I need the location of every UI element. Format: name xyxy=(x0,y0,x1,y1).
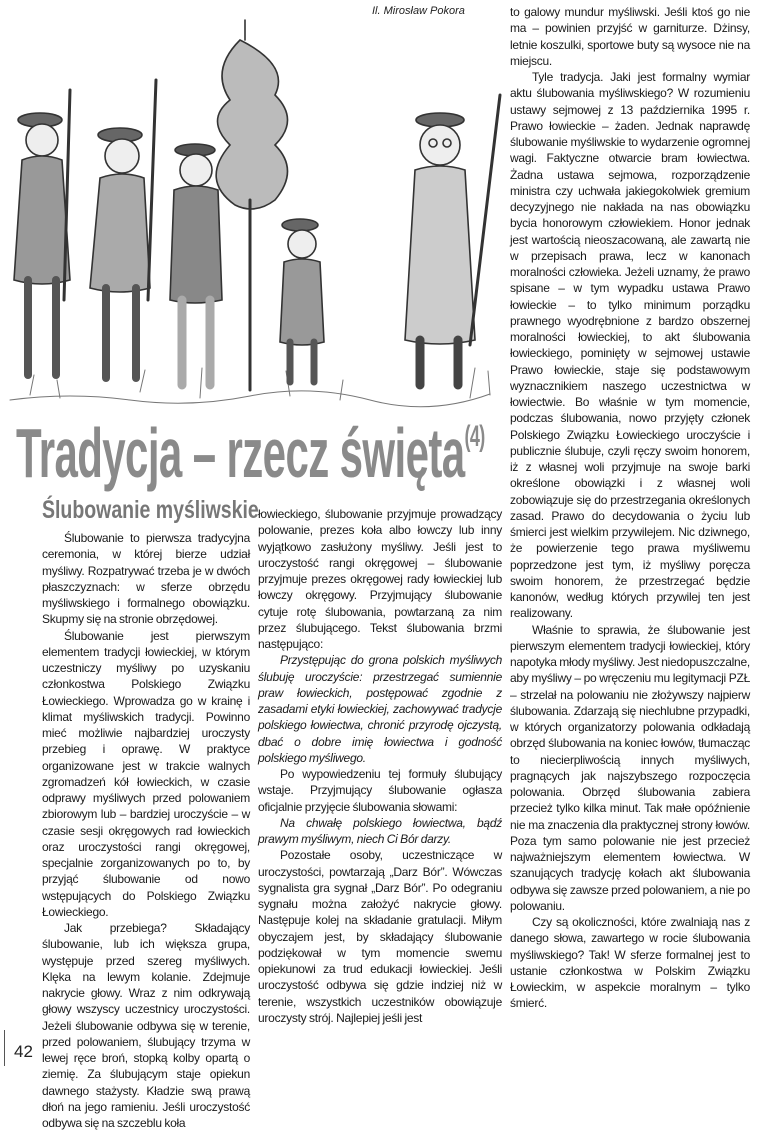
hunters-illustration xyxy=(0,0,510,425)
article-title-text: Tradycja – rzecz święta xyxy=(16,414,465,492)
article-column-3 xyxy=(510,4,750,1012)
paragraph: Ślubowanie jest pierwszym elementem tradycji łowieckiej, w którym uczestniczy myśliwy po uzyskaniu członkostwa Polskiego Związku Łowieckiego. Wprowadza go w krainę i klimat myśliwskich tradycji. Powinno mieć możliwie najbardziej uroczysty przebieg i oprawę. W praktyce organizowane jest w trakcie walnych zgromadzeń kół łowieckich, w czasie odprawy myśliwych przed polowaniem zbiorowym lub – bardziej uroczyście – w czasie sesji okręgowych rad łowieckich oraz uroczystości rangi okręgowej, specjalnie zorganizowanych po to, by przyjąć ślubowanie od nowo wstępujących do Polskiego Związku Łowieckiego. xyxy=(42,628,250,919)
paragraph: Czy są okoliczności, które zwalniają nas z danego słowa, zawartego w rocie ślubowania myśliwskiego? Tak! W sferze formalnej jest to ustanie członkostwa w Polskim Związku Łowieckim, w aspekcie moralnym – tylko śmierć. xyxy=(510,915,750,1011)
paragraph: to galowy mundur myśliwski. Jeśli ktoś go nie ma – powinien przyjść w garniturze. Dżinsy, letnie koszulki, sportowe buty są wysoce nie na miejscu. xyxy=(510,5,750,68)
paragraph: Tyle tradycja. Jaki jest formalny wymiar aktu ślubowania myśliwskiego? W rozumieniu ustawy sejmowej z 13 października 1995 r. Prawo łowieckie – żaden. Jednak naprawdę ślubowanie myśliwskie to wydarzenie ogromnej wagi. Faktyczne otwarcie bram łowiectwa. Żadna ustawa sejmowa, rozporządzenie ministra czy uchwała jakiegokolwiek gremium decyzyjnego nie nakłada na nas obowiązku bycia honorowym człowiekiem. Honor jednak jest wartością nieoszacowaną, ale zawartą nie w przepisach prawa, lecz w kanonach moralności człowieka. Jeżeli uznamy, że prawo spisane – w tym wypadku ustawa Prawo łowieckie – to tylko minimum porządku prawnego wyodrębnione z bardzo obszernej moralności łowieckiej, to akt ślubowania łowieckiego, pominięty w sejmowej ustawie Prawo łowieckie, staje się podstawowym wyznacznikiem naszego uczestnictwa w łowiectwie. Bo właśnie w tym momencie, podczas ślubowania, nowo przyjęty członek Polskiego Związku Łowieckiego uroczyście i publicznie ślubuje, czyli ręczy swoim honorem, iż z własnej woli przyjmuje na swoje barki określone obowiązki i z własnej woli zobowiązuje się do przestrzegania określonych zasad. Prawo do decydowania o życiu lub śmierci jest wielkim przywilejem. Nic dziwnego, że powierzenie tego prawa myśliwemu poprzedzone jest tym, iż myśliwy poręcza swoim honorem, że przestrzegać będzie kanonów, według których przywilej ten jest realizowany. xyxy=(510,70,750,621)
hunter-figure-5 xyxy=(405,95,500,385)
hunter-figure-4 xyxy=(280,219,324,382)
article-title xyxy=(16,414,485,492)
hunter-figure-2 xyxy=(90,80,156,378)
hunter-figure-3 xyxy=(170,144,222,385)
series-part-number: (4) xyxy=(464,420,485,453)
article-column-1 xyxy=(42,530,250,1131)
paragraph: Po wypowiedzeniu tej formuły ślubujący wstaje. Przyjmujący ślubowanie ogłasza oficjalnie przyjęcie ślubowania słowami: xyxy=(258,767,502,814)
article-column-2 xyxy=(258,506,502,1026)
paragraph: Właśnie to sprawia, że ślubowanie jest pierwszym elementem tradycji łowieckiej, który napotyka młody myśliwy. Jest niedopuszczalne, aby myśliwy – po wręczeniu mu legitymacji PZŁ – strzelał na polowaniu nie złożywszy najpierw ślubowania. Zdarzają się niechlubne przypadki, w których organizatorzy polowania odkładają obrzęd ślubowania na koniec łowów, tłumacząc to niecierpliwością innych myśliwych, pragnących jak najszybszego rozpoczęcia polowania. Obrzęd ślubowania zabiera przecież tylko kilka minut. Tak małe opóźnienie nie ma znaczenia dla praktycznej strony łowów. Poza tym samo polowanie nie jest przecież najważniejszym elementem łowiectwa. W szanujących tradycję kołach akt ślubowania odbywa się zawsze przed polowaniem, a nie po polowaniu. xyxy=(510,622,750,913)
paragraph: Jak przebiega? Składający ślubowanie, lub ich większa grupa, występuje przed szereg myśliwych. Klęka na lewym kolanie. Zdejmuje nakrycie głowy. Wraz z nim odkrywają głowy wszyscy uczestnicy uroczystości. Jeżeli ślubowanie odbywa się w terenie, przed polowaniem, ślubujący trzyma w lewej ręce broń, stopką kolby opartą o ziemię. Za ślubującym staje opiekun dawnego stażysty. Kładzie swą prawą dłoń na jego ramieniu. Jeśli uroczystość odbywa się na szczeblu koła xyxy=(42,921,250,1130)
hunter-figure-1 xyxy=(14,90,70,375)
illustration-credit: Il. Mirosław Pokora xyxy=(372,5,465,17)
oath-quote: Przystępując do grona polskich myśliwych ślubuję uroczyście: przestrzegać sumiennie praw łowieckich, postępować zgodnie z zasadami etyki łowieckiej, zachowywać tradycje polskiego łowiectwa, chronić przyrodę ojczystą, dbać o dobre imię łowiectwa i godność polskiego myśliwego. xyxy=(258,653,502,765)
margin-rule xyxy=(4,1030,5,1066)
page-number: 42 xyxy=(14,1042,33,1061)
paragraph: Pozostałe osoby, uczestniczące w uroczystości, powtarzają „Darz Bór”. Wówczas sygnalista gra sygnał „Darz Bór”. Po odegraniu sygnału można założyć nakrycie głowy. Następuje kolej na składanie gratulacji. Miłym obyczajem jest, by składający ślubowanie podziękował w tym momencie swemu opiekunowi za trud edukacji łowieckiej. Jeśli uroczystość odbywa się gdzie indziej niż w terenie, wszystkich uczestników obowiązuje uroczysty strój. Najlepiej jeśli jest xyxy=(258,848,502,1025)
paragraph: Ślubowanie to pierwsza tradycyjna ceremonia, w której bierze udział myśliwy. Rozpatrywać trzeba je w dwóch płaszczyznach: w sferze obrzędu myśliwskiego i formalnego obowiązku. Skupmy się na stronie obrzędowej. xyxy=(42,531,250,627)
tree xyxy=(216,20,287,390)
section-heading: Ślubowanie myśliwskie xyxy=(42,496,259,524)
acceptance-quote: Na chwałę polskiego łowiectwa, bądź prawym myśliwym, niech Ci Bór darzy. xyxy=(258,815,502,846)
paragraph: łowieckiego, ślubowanie przyjmuje prowadzący polowanie, prezes koła albo łowczy lub inny wyjątkowo zasłużony myśliwy. Jeśli jest to uroczystość rangi okręgowej – ślubowanie przyjmuje prezes okręgowej rady łowieckiej lub łowczy okręgowy. Przyjmujący ślubowanie cytuje rotę ślubowania, powtarzaną za nim przez ślubującego. Tekst ślubowania brzmi następująco: xyxy=(258,507,502,651)
